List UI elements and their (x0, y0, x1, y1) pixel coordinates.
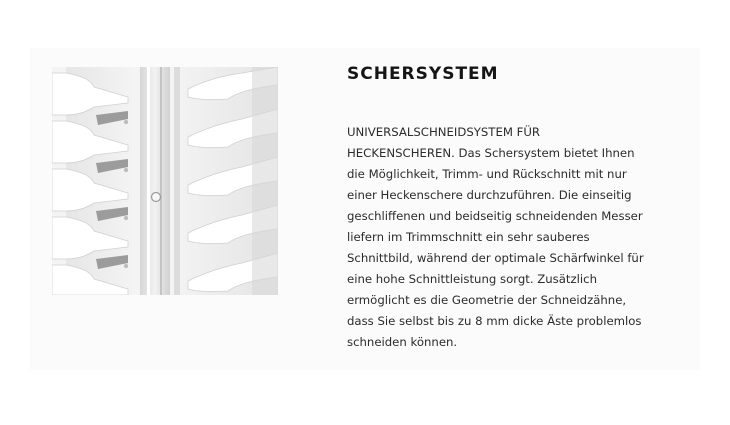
description-line: die Möglichkeit, Trimm- und Rückschnitt mit nur (347, 167, 627, 181)
description-line: dass Sie selbst bis zu 8 mm dicke Äste problemlos (347, 314, 642, 328)
description-text (347, 122, 687, 353)
description-line: eine hohe Schnittleistung sorgt. Zusätzlich (347, 272, 597, 286)
description-line: geschliffenen und beidseitig schneidenden Messer (347, 209, 643, 223)
description-line: einer Heckenschere durchzuführen. Die einseitig (347, 188, 632, 202)
description-line: ermöglicht es die Geometrie der Schneidzähne, (347, 293, 627, 307)
description-line: schneiden können. (347, 335, 458, 349)
hedge-trimmer-blade-icon (52, 67, 278, 295)
blade-illustration (52, 67, 278, 295)
description-line: liefern im Trimmschnitt ein sehr sauberes (347, 230, 590, 244)
description-line: UNIVERSALSCHNEIDSYSTEM FÜR (347, 125, 541, 139)
description-line: HECKENSCHEREN. Das Schersystem bietet Ihnen (347, 146, 635, 160)
section-title: SCHERSYSTEM (347, 64, 499, 84)
description-line: Schnittbild, während der optimale Schärfwinkel für (347, 251, 644, 265)
